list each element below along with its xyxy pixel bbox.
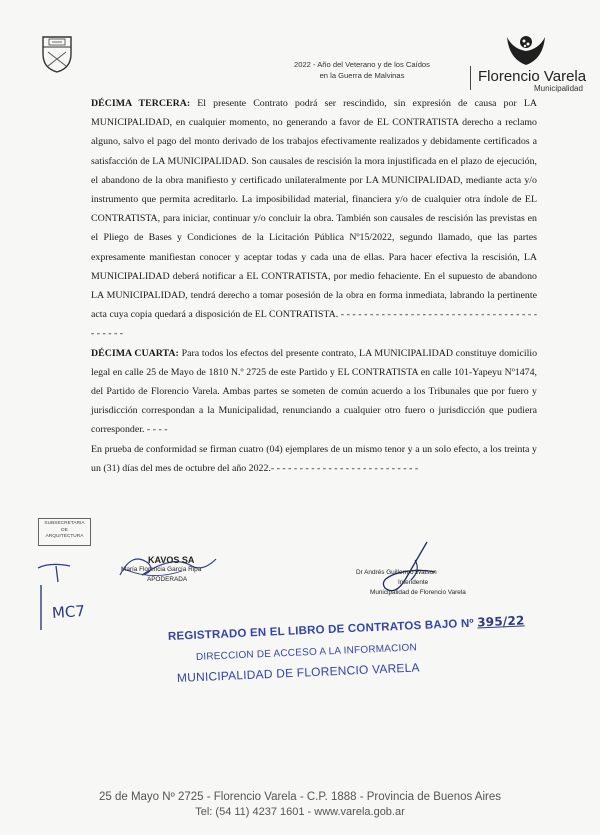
footer-contact: Tel: (54 11) 4237 1601 - www.varela.gob.ar xyxy=(195,806,405,818)
left-signature-company: KAVOS SA xyxy=(148,555,195,565)
footer-address: 25 de Mayo Nº 2725 - Florencio Varela - C.P. 1888 - Provincia de Buenos Aires xyxy=(98,791,502,803)
registry-stamp-line-3: MUNICIPALIDAD DE FLORENCIO VARELA xyxy=(176,660,420,685)
motto-line-1: 2022 - Año del Veterano y de los Caídos xyxy=(294,60,430,69)
florencio-varela-logo-icon xyxy=(505,33,547,67)
closing-paragraph: En prueba de conformidad se firman cuatro (04) ejemplares de un mismo tenor y a un solo efecto, a los treinta y un (31) días del mes de octubre del año 2022.- - - - - - - - - - - - - - - - - - - - - - - - - - xyxy=(91,443,537,474)
stamp-line-3: ARQUITECTURA xyxy=(45,534,84,539)
registry-stamp-text: REGISTRADO EN EL LIBRO DE CONTRATOS BAJO Nº xyxy=(167,617,475,643)
subsecretaria-stamp xyxy=(38,518,91,546)
header-motto xyxy=(262,59,462,81)
stamp-line-1: SUBSECRETARIA xyxy=(44,521,85,526)
registry-stamp-line-1 xyxy=(168,613,525,643)
clause-thirteen-title: DÉCIMA TERCERA: xyxy=(91,98,191,109)
margin-line-icon xyxy=(40,585,42,630)
right-signature-org: Municipalidad de Florencio Varela xyxy=(370,589,466,596)
left-signature-role: APODERADA xyxy=(147,576,188,583)
motto-line-2: en la Guerra de Malvinas xyxy=(319,71,405,80)
contract-body xyxy=(91,94,537,478)
pen-scribble-icon xyxy=(36,556,76,586)
right-signature-name: Dr Andrés Guillermo Watson xyxy=(356,569,437,576)
registry-number: 395/22 xyxy=(476,613,525,630)
clause-fourteen xyxy=(91,344,537,440)
brand-name: Florencio Varela xyxy=(478,68,587,85)
clause-thirteen-text: El presente Contrato podrá ser rescindido, sin expresión de causa por LA MUNICIPALIDAD, en cualquier momento, no generando a favor de EL CONTRATISTA derecho a reclamo alguno, salvo el pago del monto derivado de los trabajos efectivamente realizados y debidamente certificados a satisfacción de LA MUNICIPALIDAD. Son causales de rescisión la mora injustificada en el plazo de ejecución, el abandono de la obra manifiesto y certificado unilateralmente por LA MUNICIPALIDAD, mediante acta y/o instrumento que permita acreditarlo. La imposibilidad material, financiera y/o de cualquier otra índole de EL CONTRATISTA, para iniciar, continuar y/o concluir la obra. También son causales de rescisión las previstas en el Pliego de Bases y Condiciones de la Licitación Pública Nº15/2022, segundo llamado, que las partes expresamente manifiestan conocer y aceptar todas y cada una de ellas. Para hacer efectiva la rescisión, LA MUNICIPALIDAD deberá notificar a EL CONTRATISTA, por medio fehaciente. En el supuesto de abandono LA MUNICIPALIDAD, tendrá derecho a tomar posesión de la obra en forma inmediata, labrando la pertinente acta cuya copia quedará a disposición de EL CONTRATISTA. - - - - - - - - - - - - - - - - - - - - - - - - - - - - - - - - - - - - - - - - xyxy=(91,98,538,340)
clause-fourteen-text: Para todos los efectos del presente contrato, LA MUNICIPALIDAD constituye domicilio legal en calle 25 de Mayo de 1810 N.º 2725 de este Partido y EL CONTRATISTA en calle 101-Yapeyu Nº1474, del Partido de Florencio Varela. Ambas partes se someten de común acuerdo a los Tribunales que por fuero y jurisdicción correspondan a la Municipalidad, renunciando a cualquier otro fuero o jurisdicción que pudiera corresponder. - - - - xyxy=(91,347,538,436)
left-signature-name: María Florencia García Ripa xyxy=(121,566,202,573)
brand-subtitle: Municipalidad xyxy=(534,84,583,93)
right-signature-role: Intendente xyxy=(398,579,429,586)
registry-stamp-line-2: DIRECCION DE ACCESO A LA INFORMACION xyxy=(195,642,418,663)
handwritten-initials: MC7 xyxy=(51,601,86,623)
stamp-line-2: DE xyxy=(61,527,68,533)
crest-emblem xyxy=(40,34,74,74)
clause-thirteen xyxy=(91,94,537,344)
clause-fourteen-title: DÉCIMA CUARTA: xyxy=(91,347,179,359)
brand-divider xyxy=(470,66,471,90)
